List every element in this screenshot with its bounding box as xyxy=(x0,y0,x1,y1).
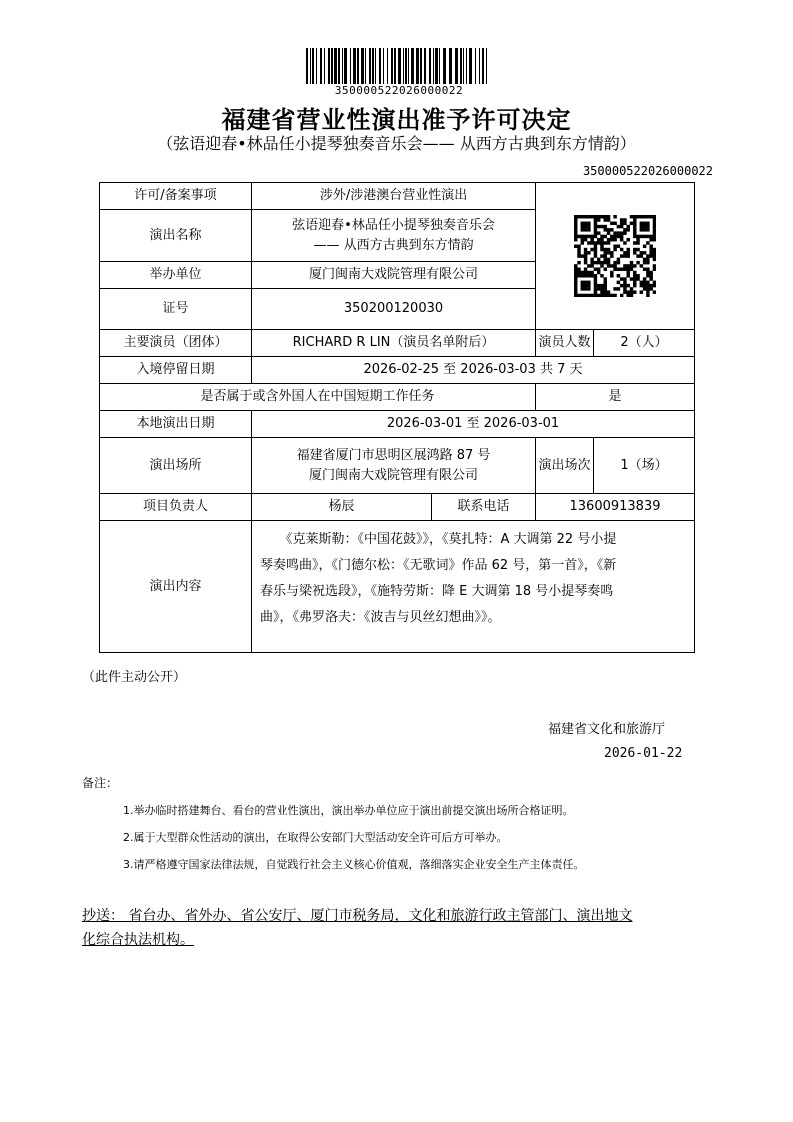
barcode-bar xyxy=(387,48,388,84)
sessions-label: 演出场次 xyxy=(536,438,594,494)
note-item: 1.举办临时搭建舞台、看台的营业性演出，演出举办单位应于演出前提交演出场所合格证明。 xyxy=(123,804,574,817)
barcode-bar xyxy=(372,48,374,84)
content-value xyxy=(252,521,695,653)
barcode-bar xyxy=(394,48,396,84)
barcode-bar xyxy=(306,48,308,84)
document-title: 福建省营业性演出准予许可决定 xyxy=(221,106,572,134)
row-performer xyxy=(100,330,695,357)
row-foreign-work xyxy=(100,384,695,411)
barcode-bar xyxy=(328,48,330,84)
barcode-bar xyxy=(365,48,366,84)
note-item: 2.属于大型群众性活动的演出，在取得公安部门大型活动安全许可后方可举办。 xyxy=(123,831,508,844)
barcode-bar xyxy=(435,48,438,84)
barcode-bar xyxy=(479,48,480,84)
show-name-label: 演出名称 xyxy=(100,210,252,262)
barcode-bar xyxy=(443,48,446,84)
notes-label: 备注： xyxy=(82,776,119,790)
barcode-bar xyxy=(411,48,414,84)
row-local-date xyxy=(100,411,695,438)
issuer: 福建省文化和旅游厅 xyxy=(548,722,666,737)
note-item: 3.请严格遵守国家法律法规，自觉践行社会主义核心价值观，落细落实企业安全生产主体责任。 xyxy=(123,858,585,871)
public-note: （此件主动公开） xyxy=(82,670,187,685)
barcode-bar xyxy=(463,48,464,84)
barcode-bar xyxy=(403,48,404,84)
barcode-bar xyxy=(350,48,351,84)
qr-cell xyxy=(536,183,695,330)
cert-label: 证号 xyxy=(100,289,252,330)
venue-label: 演出场所 xyxy=(100,438,252,494)
venue-line2: 厦门闽南大戏院管理有限公司 xyxy=(309,467,479,483)
barcode-bar xyxy=(466,48,467,84)
stay-value: 2026-02-25 至 2026-03-03 共 7 天 xyxy=(252,357,695,384)
barcode-bar xyxy=(324,48,325,84)
issue-date: 2026-01-22 xyxy=(604,746,683,761)
barcode-bar xyxy=(383,48,384,84)
show-name-value xyxy=(252,210,536,262)
barcode xyxy=(306,48,492,84)
barcode-bar xyxy=(433,48,434,84)
row-content xyxy=(100,521,695,653)
barcode-bar xyxy=(316,48,317,84)
barcode-bar xyxy=(334,48,337,84)
row-venue xyxy=(100,438,695,494)
barcode-bar xyxy=(486,48,487,84)
barcode-bar xyxy=(408,48,409,84)
barcode-bar xyxy=(398,48,401,84)
barcode-bar xyxy=(338,48,340,84)
content-line: 春乐与梁祝选段》，《施特劳斯：降 E 大调第 18 号小提琴奏鸣 xyxy=(260,584,614,599)
sessions-value: 1（场） xyxy=(594,438,695,494)
barcode-bar xyxy=(449,48,452,84)
permit-table xyxy=(99,182,695,653)
organizer-label: 举办单位 xyxy=(100,262,252,289)
cert-value: 350200120030 xyxy=(252,289,536,330)
performer-count-value: 2（人） xyxy=(594,330,695,357)
license-type-label: 许可/备案事项 xyxy=(100,183,252,210)
barcode-bar xyxy=(429,48,431,84)
barcode-bar xyxy=(375,48,376,84)
main-performer-label: 主要演员（团体） xyxy=(100,330,252,357)
barcode-bar xyxy=(439,48,440,84)
cc-line: 抄送： 省台办、省外办、省公安厅、厦门市税务局，文化和旅游行政主管部门、演出地文 xyxy=(82,908,633,924)
barcode-number: 350000522026000022 xyxy=(334,84,464,97)
content-label: 演出内容 xyxy=(100,521,252,653)
barcode-bar xyxy=(312,48,314,84)
content-line: 曲》，《弗罗洛夫：《波吉与贝丝幻想曲》》。 xyxy=(260,610,501,625)
show-name-line1: 弦语迎春•林品任小提琴独奏音乐会 xyxy=(292,217,495,233)
barcode-bar xyxy=(357,48,359,84)
organizer-value: 厦门闽南大戏院管理有限公司 xyxy=(252,262,536,289)
content-line: 琴奏鸣曲》，《门德尔松：《无歌词》作品 62 号，第一首》，《新 xyxy=(260,558,617,573)
main-performer-value: RICHARD R LIN（演员名单附后） xyxy=(252,330,536,357)
phone-value: 13600913839 xyxy=(536,494,695,521)
phone-label: 联系电话 xyxy=(432,494,536,521)
barcode-bar xyxy=(469,48,472,84)
barcode-bar xyxy=(475,48,476,84)
content-line: 《克莱斯勒：《中国花鼓》》，《莫扎特：A 大调第 22 号小提 xyxy=(260,532,617,547)
barcode-bar xyxy=(310,48,311,84)
barcode-bar xyxy=(331,48,333,84)
row-manager xyxy=(100,494,695,521)
show-name-line2: —— 从西方古典到东方情韵 xyxy=(313,237,474,253)
cc-line: 化综合执法机构。 xyxy=(82,932,194,948)
barcode-bar xyxy=(420,48,422,84)
barcode-bar xyxy=(416,48,419,84)
barcode-bar xyxy=(344,48,347,84)
barcode-bar xyxy=(379,48,381,84)
local-date-value: 2026-03-01 至 2026-03-01 xyxy=(252,411,695,438)
local-date-label: 本地演出日期 xyxy=(100,411,252,438)
document-subtitle: （弦语迎春•林品任小提琴独奏音乐会—— 从西方古典到东方情韵） xyxy=(157,134,636,153)
qr-code-icon xyxy=(574,215,656,297)
barcode-bar xyxy=(424,48,426,84)
barcode-bar xyxy=(391,48,393,84)
cc-list xyxy=(82,904,712,952)
manager-label: 项目负责人 xyxy=(100,494,252,521)
barcode-bar xyxy=(342,48,343,84)
barcode-bar xyxy=(353,48,356,84)
performer-count-label: 演员人数 xyxy=(536,330,594,357)
barcode-bar xyxy=(460,48,462,84)
foreign-work-label: 是否属于或含外国人在中国短期工作任务 xyxy=(100,384,536,411)
barcode-bar xyxy=(369,48,371,84)
venue-value xyxy=(252,438,536,494)
row-stay xyxy=(100,357,695,384)
venue-line1: 福建省厦门市思明区展鸿路 87 号 xyxy=(296,447,491,463)
barcode-bar xyxy=(320,48,322,84)
barcode-bar xyxy=(455,48,458,84)
document-number: 350000522026000022 xyxy=(582,164,713,178)
foreign-work-value: 是 xyxy=(536,384,695,411)
license-type-value: 涉外/涉港澳台营业性演出 xyxy=(252,183,536,210)
manager-value: 杨辰 xyxy=(252,494,432,521)
stay-label: 入境停留日期 xyxy=(100,357,252,384)
barcode-bar xyxy=(361,48,364,84)
row-license-type xyxy=(100,183,695,210)
barcode-bar xyxy=(482,48,484,84)
barcode-bar xyxy=(405,48,407,84)
